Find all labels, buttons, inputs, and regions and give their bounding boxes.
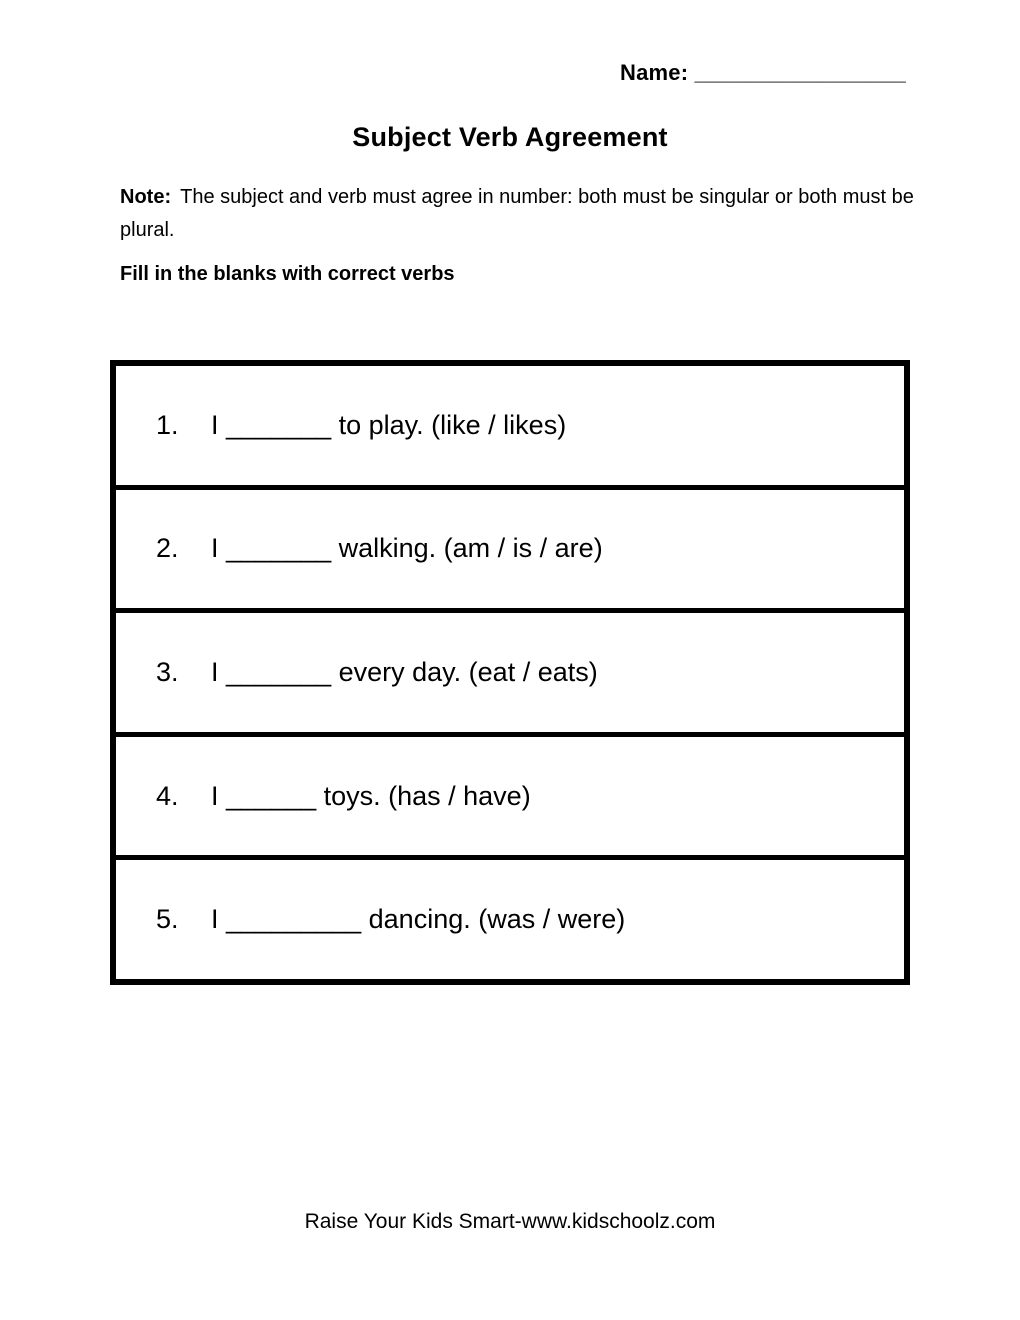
question-number: 5. xyxy=(156,904,179,935)
note-label: Note: xyxy=(120,186,172,208)
question-number: 1. xyxy=(156,409,179,440)
question-text: I _______ to play. (like / likes) xyxy=(211,409,567,440)
question-text: I _______ walking. (am / is / are) xyxy=(211,533,603,564)
question-row-4 xyxy=(116,737,904,861)
name-label: Name: xyxy=(620,60,689,85)
question-text: I _________ dancing. (was / were) xyxy=(211,904,626,935)
question-number: 3. xyxy=(156,656,179,687)
question-text: I ______ toys. (has / have) xyxy=(211,780,531,811)
name-line xyxy=(620,60,906,86)
name-blank-line: _________________ xyxy=(694,60,906,85)
question-row-2 xyxy=(116,490,904,614)
question-number: 4. xyxy=(156,780,179,811)
question-row-5 xyxy=(116,860,904,979)
questions-table xyxy=(110,360,910,985)
footer-text: Raise Your Kids Smart-www.kidschoolz.com xyxy=(304,1210,716,1233)
instruction-text: Fill in the blanks with correct verbs xyxy=(120,263,455,285)
note-text: The subject and verb must agree in number: both must be singular or both must be plural. xyxy=(120,186,914,241)
question-number: 2. xyxy=(156,533,179,564)
question-text: I _______ every day. (eat / eats) xyxy=(211,656,598,687)
page-title: Subject Verb Agreement xyxy=(352,122,668,152)
question-row-3 xyxy=(116,613,904,737)
note-paragraph xyxy=(120,181,915,247)
question-row-1 xyxy=(116,366,904,490)
